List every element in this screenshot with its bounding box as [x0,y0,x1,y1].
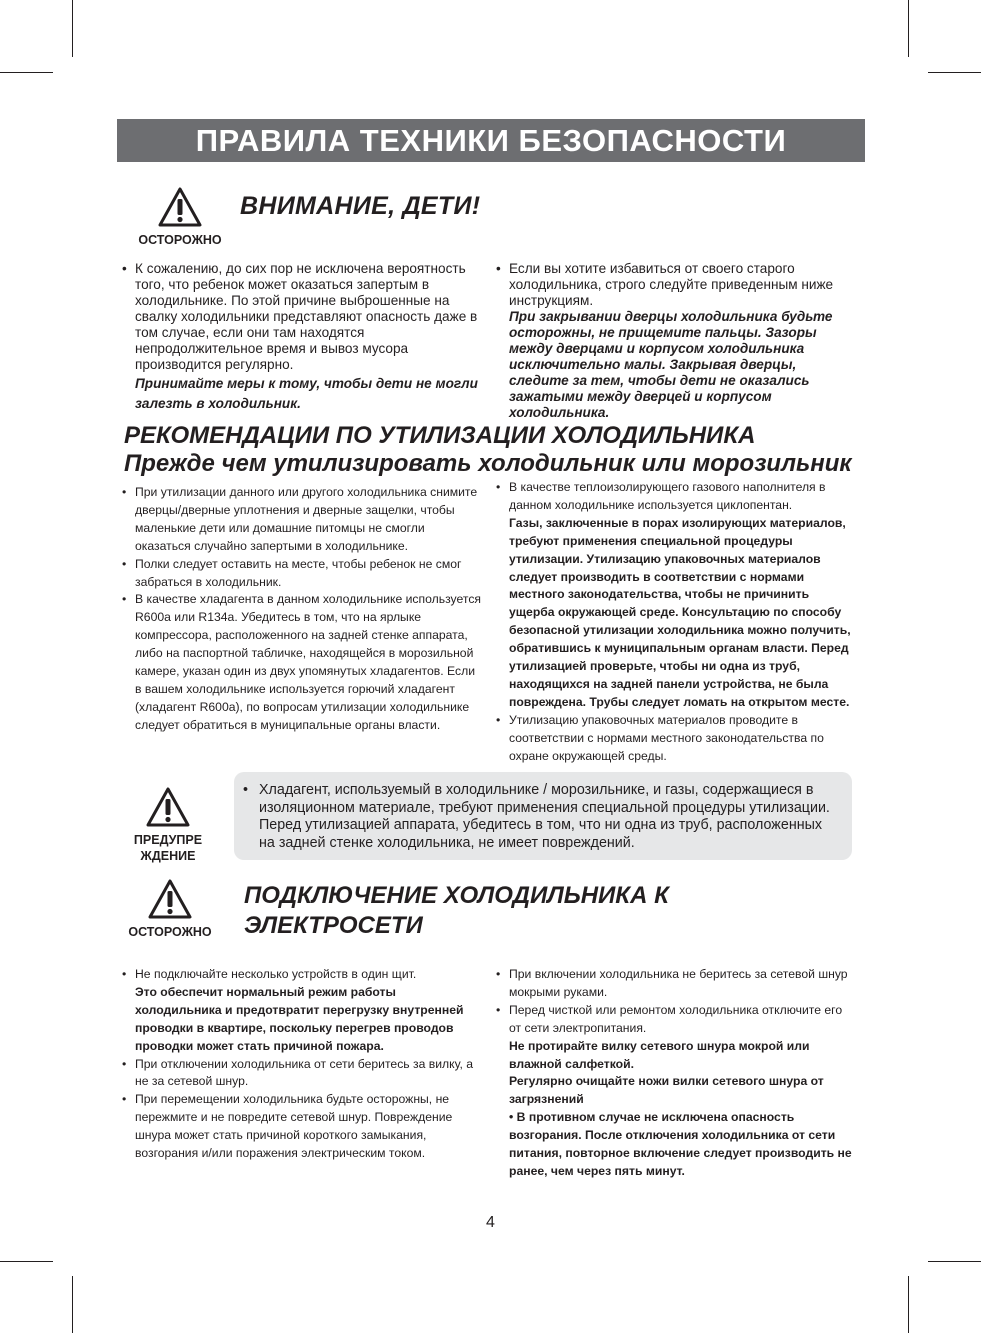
caution-label: ОСТОРОЖНО [128,925,212,939]
list-item-text: • Утилизацию упаковочных материалов проводите в соответствии с нормами местного законодательства по охране окружающей среды. [509,712,824,763]
list-item-text: • В качестве хладагента в данном холодильнике используется R600a или R134a. Убедитесь в том, что на ярлыке компрессора, расположенного на задней стенке аппарата, либо на паспортной табличке, находящейся в морозильной камере, указан один из двух упомянутых хладагентов. Если в вашем холодильнике используется горючий хладагент (хладагент R600a), по вопросам утилизации холодильнике следует обратиться в муниципальные органы власти. [135,592,482,732]
list-item-bold-text: Не протирайте вилку сетевого шнура мокрой или влажной салфеткой. [509,1038,810,1071]
list-item-text: • При перемещении холодильника будьте осторожны, не пережмите и не повредите сетевой шнур. Повреждение шнура может стать причиной короткого замыкания, возгорания и/или поражения электрическим током. [135,1092,453,1161]
page-title: ПРАВИЛА ТЕХНИКИ БЕЗОПАСНОСТИ [117,119,865,162]
warning-label: ПРЕДУПРЕ [133,833,203,847]
children-heading: ВНИМАНИЕ, ДЕТИ! [240,192,481,220]
list-item-text: • При включении холодильника не беритесь за сетевой шнур мокрыми руками. [509,967,848,999]
list-item-text: • В качестве теплоизолирующего газового наполнителя в данном холодильнике используется циклопентан. [509,480,826,512]
warning-triangle-icon [157,186,203,228]
warning-label: ЖДЕНИЕ [140,849,196,863]
crop-mark [928,72,981,73]
list-item-text: • Перед чисткой или ремонтом холодильника отключите его от сети электропитания. [509,1002,843,1035]
list-item [494,479,856,712]
crop-mark [928,1261,981,1262]
crop-mark [908,1276,909,1333]
list-item [120,1091,482,1163]
list-item [120,261,482,414]
list-item [120,591,482,734]
list-item [241,782,841,852]
disposal-left-column [120,484,482,735]
warning-box-text: • Хладагент, используемый в холодильнике / морозильнике, и газы, содержащиеся в изоляционном материале, требуют применения специальной процедуры утилизации. Перед утилизацией аппарата, убедитесь в том, что ни одна из труб, расположенных на задней стенке холодильника, не имеет повреждений. [259,782,830,851]
list-item [120,1056,482,1092]
children-left-text: • К сожалению, до сих пор не исключена вероятность того, что ребенок может оказаться запертым в холодильнике. По этой причине выброшенные на свалку холодильники представляют опасность даже в том случае, если они там находятся непродолжительное время и вывоз мусора производится регулярно. [135,261,478,372]
list-item [494,966,856,1002]
caution-label: ОСТОРОЖНО [138,233,222,247]
warning-triangle-icon [147,878,193,920]
list-item-bold-text: Регулярно очищайте ножи вилки сетевого шнура от загрязнений [509,1074,824,1107]
caution-block [120,878,220,940]
disposal-right-column [494,479,856,766]
crop-mark [0,72,53,73]
children-right-column [494,261,856,421]
warning-triangle-icon [145,786,191,828]
crop-mark [0,1261,53,1262]
list-item-bold-text: • В противном случае не исключена опасность возгорания. После отключения холодильника от сети питания, повторное включение следует производить не ранее, чем через пять минут. [509,1110,852,1178]
disposal-subheading: Прежде чем утилизировать холодильник или морозильник [124,450,852,477]
list-item [120,556,482,592]
electric-right-column [494,966,856,1181]
list-item [494,712,856,766]
electric-heading: ЭЛЕКТРОСЕТИ [244,912,423,939]
list-item [120,484,482,556]
children-right-emphasis: При закрывании дверцы холодильника будьте осторожны, не прищемите пальцы. Зазоры между дверцами и корпусом холодильника исключительно малы. Закрывая дверцы, следите за тем, чтобы дети не оказались зажатыми между дверцей и корпусом холодильника. [509,309,833,420]
electric-heading: ПОДКЛЮЧЕНИЕ ХОЛОДИЛЬНИКА К [244,882,669,909]
list-item [494,1002,856,1181]
list-item-bold-text: Газы, заключенные в порах изолирующих материалов, требуют применения специальной процедуры утилизации. Утилизацию упаковочных материалов следует производить в соответствии с нормами местного законодательства, чтобы не причинить ущерба окружающей среде. Консультацию по способу безопасной утилизации холодильника можно получить, обратившись к муниципальным органам власти. Перед утилизацией проверьте, чтобы ни одна из труб, находящихся на задней панели устройства, не была повреждена. Трубы следует ломать на открытом месте. [509,515,851,709]
list-item-bold-text: Это обеспечит нормальный режим работы холодильника и предотвратит перегрузку внутренней проводки в квартире, поскольку перегрев проводов проводки может стать причиной пожара. [135,984,464,1053]
list-item [494,261,856,421]
crop-mark [72,1276,73,1333]
caution-block [130,186,230,248]
crop-mark [72,0,73,57]
children-right-text: • Если вы хотите избавиться от своего старого холодильника, строго следуйте приведенным ниже инструкциям. [509,261,834,308]
list-item-text: • Не подключайте несколько устройств в один щит. [135,967,417,981]
warning-block [118,786,218,864]
list-item-text: • При отключении холодильника от сети беритесь за вилку, а не за сетевой шнур. [135,1056,474,1089]
warning-box [234,772,852,860]
list-item-text: • Полки следует оставить на месте, чтобы ребенок не смог забраться в холодильник. [135,556,462,589]
electric-left-column [120,966,482,1163]
children-left-column [120,261,482,414]
crop-mark [908,0,909,57]
list-item [120,966,482,1056]
disposal-heading: РЕКОМЕНДАЦИИ ПО УТИЛИЗАЦИИ ХОЛОДИЛЬНИКА [124,422,756,449]
page-number: 4 [486,1214,495,1231]
list-item-text: • При утилизации данного или другого холодильника снимите дверцы/дверные уплотнения и дверные защелки, чтобы маленькие дети или домашние питомцы не смогли оказаться случайно запертыми в холодильнике. [135,485,478,553]
children-left-emphasis: Принимайте меры к тому, чтобы дети не могли залезть в холодильник. [135,376,478,411]
